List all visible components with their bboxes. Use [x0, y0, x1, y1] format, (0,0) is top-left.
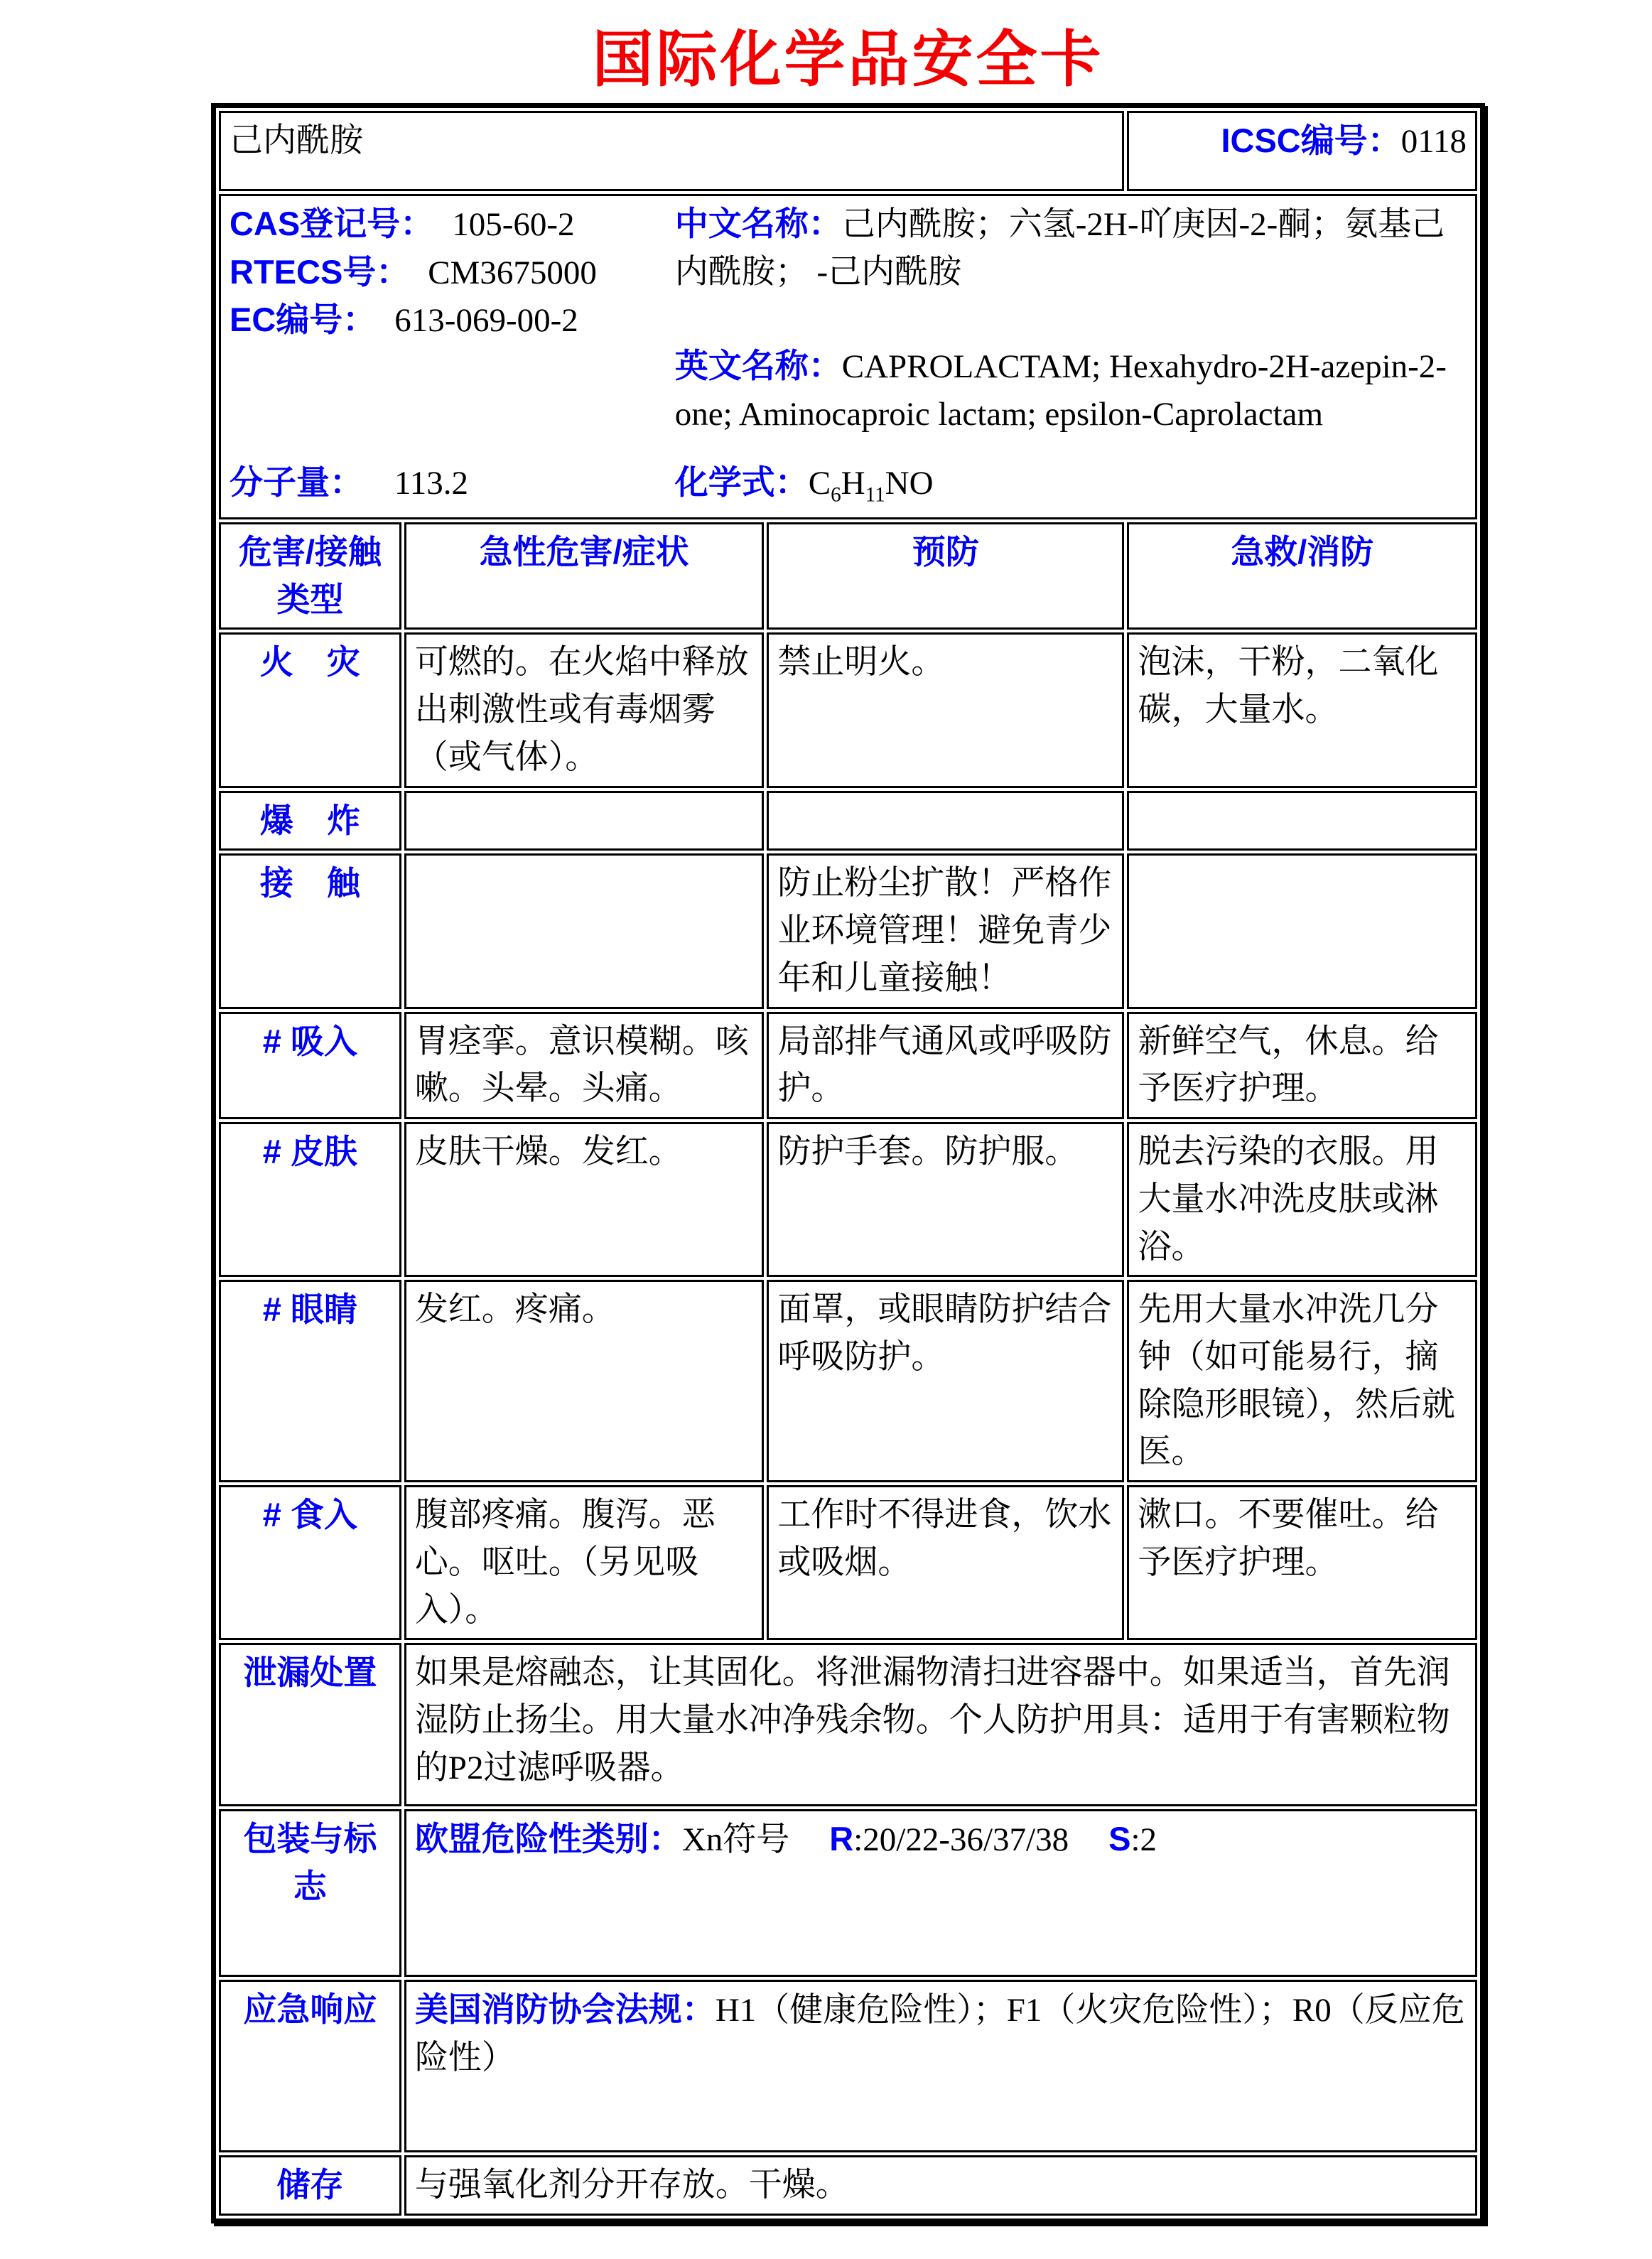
firstaid-cell: 脱去污染的衣服。用大量水冲洗皮肤或淋浴。 — [1127, 1122, 1477, 1277]
hazard-row-skin — [219, 1122, 1477, 1277]
chinese-name-value: 己内酰胺；六氢-2H-吖庚因-2-酮；氨基己内酰胺； -己内酰胺 — [674, 206, 1445, 291]
symptoms-cell: 皮肤干燥。发红。 — [404, 1122, 765, 1277]
hazard-row-inhalation — [219, 1012, 1477, 1119]
hazard-row-ingestion — [219, 1485, 1477, 1640]
r-phrases-label: R — [829, 1820, 854, 1858]
hazard-type-label: # 食入 — [219, 1485, 401, 1640]
nfpa-code-label: 美国消防协会法规： — [414, 1990, 716, 2029]
cas-label: CAS登记号： — [230, 205, 434, 242]
symptoms-cell: 可燃的。在火焰中释放出刺激性或有毒烟雾（或气体）。 — [404, 632, 765, 787]
chemical-formula-value: $C_6H_{11}NO$ — [808, 465, 934, 507]
hazard-row-eyes — [219, 1280, 1477, 1482]
hazard-row-exposure — [219, 853, 1477, 1008]
storage-row — [219, 2155, 1477, 2216]
substance-name: 己内酰胺 — [219, 111, 1124, 191]
r-phrases-value: :20/22-36/37/38 — [853, 1821, 1069, 1859]
storage-label: 储存 — [219, 2155, 401, 2216]
icsc-number: 0118 — [1400, 123, 1467, 160]
molecular-weight-value: 113.2 — [394, 465, 469, 502]
symptoms-cell — [404, 853, 765, 1008]
rtecs-number-line — [230, 249, 675, 297]
symptoms-cell: 胃痉挛。意识模糊。咳嗽。头晕。头痛。 — [404, 1012, 765, 1119]
emergency-response-row — [219, 1980, 1477, 2152]
firstaid-cell — [1127, 853, 1477, 1008]
ec-value: 613-069-00-2 — [394, 302, 578, 340]
identification-cell — [219, 194, 1477, 519]
header-response: 急救/消防 — [1127, 522, 1477, 630]
registry-numbers — [230, 200, 675, 459]
prevention-cell: 禁止明火。 — [767, 632, 1124, 787]
spill-disposal-label: 泄漏处置 — [219, 1643, 401, 1806]
eu-hazard-symbol: Xn符号 — [681, 1821, 790, 1859]
firstaid-cell: 新鲜空气，休息。给予医疗护理。 — [1127, 1012, 1477, 1119]
storage-text: 与强氧化剂分开存放。干燥。 — [404, 2155, 1477, 2216]
cas-value: 105-60-2 — [452, 206, 575, 243]
molecular-weight-label: 分子量： — [230, 463, 363, 502]
cas-number-line — [230, 200, 675, 249]
emergency-response-text — [404, 1980, 1477, 2152]
hazard-row-explosion — [219, 791, 1477, 851]
prevention-cell — [767, 791, 1124, 851]
page-title: 国际化学品安全卡 — [592, 26, 1104, 94]
symptoms-cell: 腹部疼痛。腹泻。恶心。呕吐。（另见吸入）。 — [404, 1485, 765, 1640]
header-symptoms: 急性危害/症状 — [404, 522, 765, 630]
prevention-cell: 防止粉尘扩散！严格作业环境管理！避免青少年和儿童接触！ — [767, 853, 1124, 1008]
identification-layout — [230, 200, 1467, 513]
molecular-weight-line — [230, 459, 675, 507]
hazard-type-label: # 吸入 — [219, 1012, 401, 1119]
symptoms-cell — [404, 791, 765, 851]
hazard-type-label: # 眼睛 — [219, 1280, 401, 1482]
substance-header-row — [219, 111, 1477, 191]
eu-hazard-class-label: 欧盟危险性类别： — [414, 1820, 682, 1858]
identification-row — [219, 194, 1477, 519]
spill-disposal-row — [219, 1643, 1477, 1806]
firstaid-cell: 先用大量水冲洗几分钟（如可能易行，摘除隐形眼镜），然后就医。 — [1127, 1280, 1477, 1482]
column-header-row — [219, 522, 1477, 630]
emergency-response-label: 应急响应 — [219, 1980, 401, 2152]
header-prevention: 预防 — [767, 522, 1124, 630]
s-phrases-value: :2 — [1130, 1821, 1157, 1859]
hazard-type-label: # 皮肤 — [219, 1122, 401, 1277]
header-hazard-type: 危害/接触 类型 — [219, 522, 401, 630]
rtecs-value: CM3675000 — [428, 254, 597, 291]
s-phrases-label: S — [1108, 1820, 1131, 1858]
firstaid-cell — [1127, 791, 1477, 851]
hazard-type-label: 接 触 — [219, 853, 401, 1008]
prevention-cell: 局部排气通风或呼吸防护。 — [767, 1012, 1124, 1119]
hazard-row-fire — [219, 632, 1477, 787]
ec-label: EC编号： — [230, 301, 377, 339]
icsc-number-cell — [1127, 111, 1477, 191]
hazard-type-label: 火 灾 — [219, 632, 401, 787]
hazard-type-label: 爆 炸 — [219, 791, 401, 851]
english-name-line — [675, 343, 1462, 438]
symptoms-cell: 发红。疼痛。 — [404, 1280, 765, 1482]
english-name-value: CAPROLACTAM; Hexahydro-2H-azepin-2-one; Aminocaproic lactam; epsilon-Caprolactam — [674, 348, 1447, 433]
packaging-labelling-row — [219, 1809, 1477, 1977]
chemical-names — [675, 200, 1467, 459]
prevention-cell: 防护手套。防护服。 — [767, 1122, 1124, 1277]
ec-number-line — [230, 296, 675, 345]
packaging-labelling-label: 包装与标志 — [219, 1809, 401, 1977]
prevention-cell: 工作时不得进食，饮水或吸烟。 — [767, 1485, 1124, 1640]
chinese-name-label: 中文名称： — [674, 205, 842, 242]
english-name-label: 英文名称： — [674, 347, 842, 385]
icsc-label: ICSC编号： — [1221, 122, 1401, 159]
spill-disposal-text: 如果是熔融态，让其固化。将泄漏物清扫进容器中。如果适当，首先润湿防止扬尘。用大量水冲净残余物。个人防护用具：适用于有害颗粒物的P2过滤呼吸器。 — [404, 1643, 1477, 1806]
firstaid-cell: 泡沫，干粉，二氧化碳，大量水。 — [1127, 632, 1477, 787]
icsc-card-table — [211, 103, 1485, 2223]
chemical-formula-line — [675, 459, 1467, 507]
prevention-cell: 面罩，或眼睛防护结合呼吸防护。 — [767, 1280, 1124, 1482]
packaging-labelling-text — [404, 1809, 1477, 1977]
rtecs-label: RTECS号： — [230, 252, 410, 291]
firstaid-cell: 漱口。不要催吐。给予医疗护理。 — [1127, 1485, 1477, 1640]
nfpa-code-value: H1（健康危险性）；F1（火灾危险性）；R0（反应危险性） — [414, 1992, 1465, 2077]
chemical-formula-label: 化学式： — [674, 463, 809, 502]
chinese-name-line — [675, 200, 1462, 296]
